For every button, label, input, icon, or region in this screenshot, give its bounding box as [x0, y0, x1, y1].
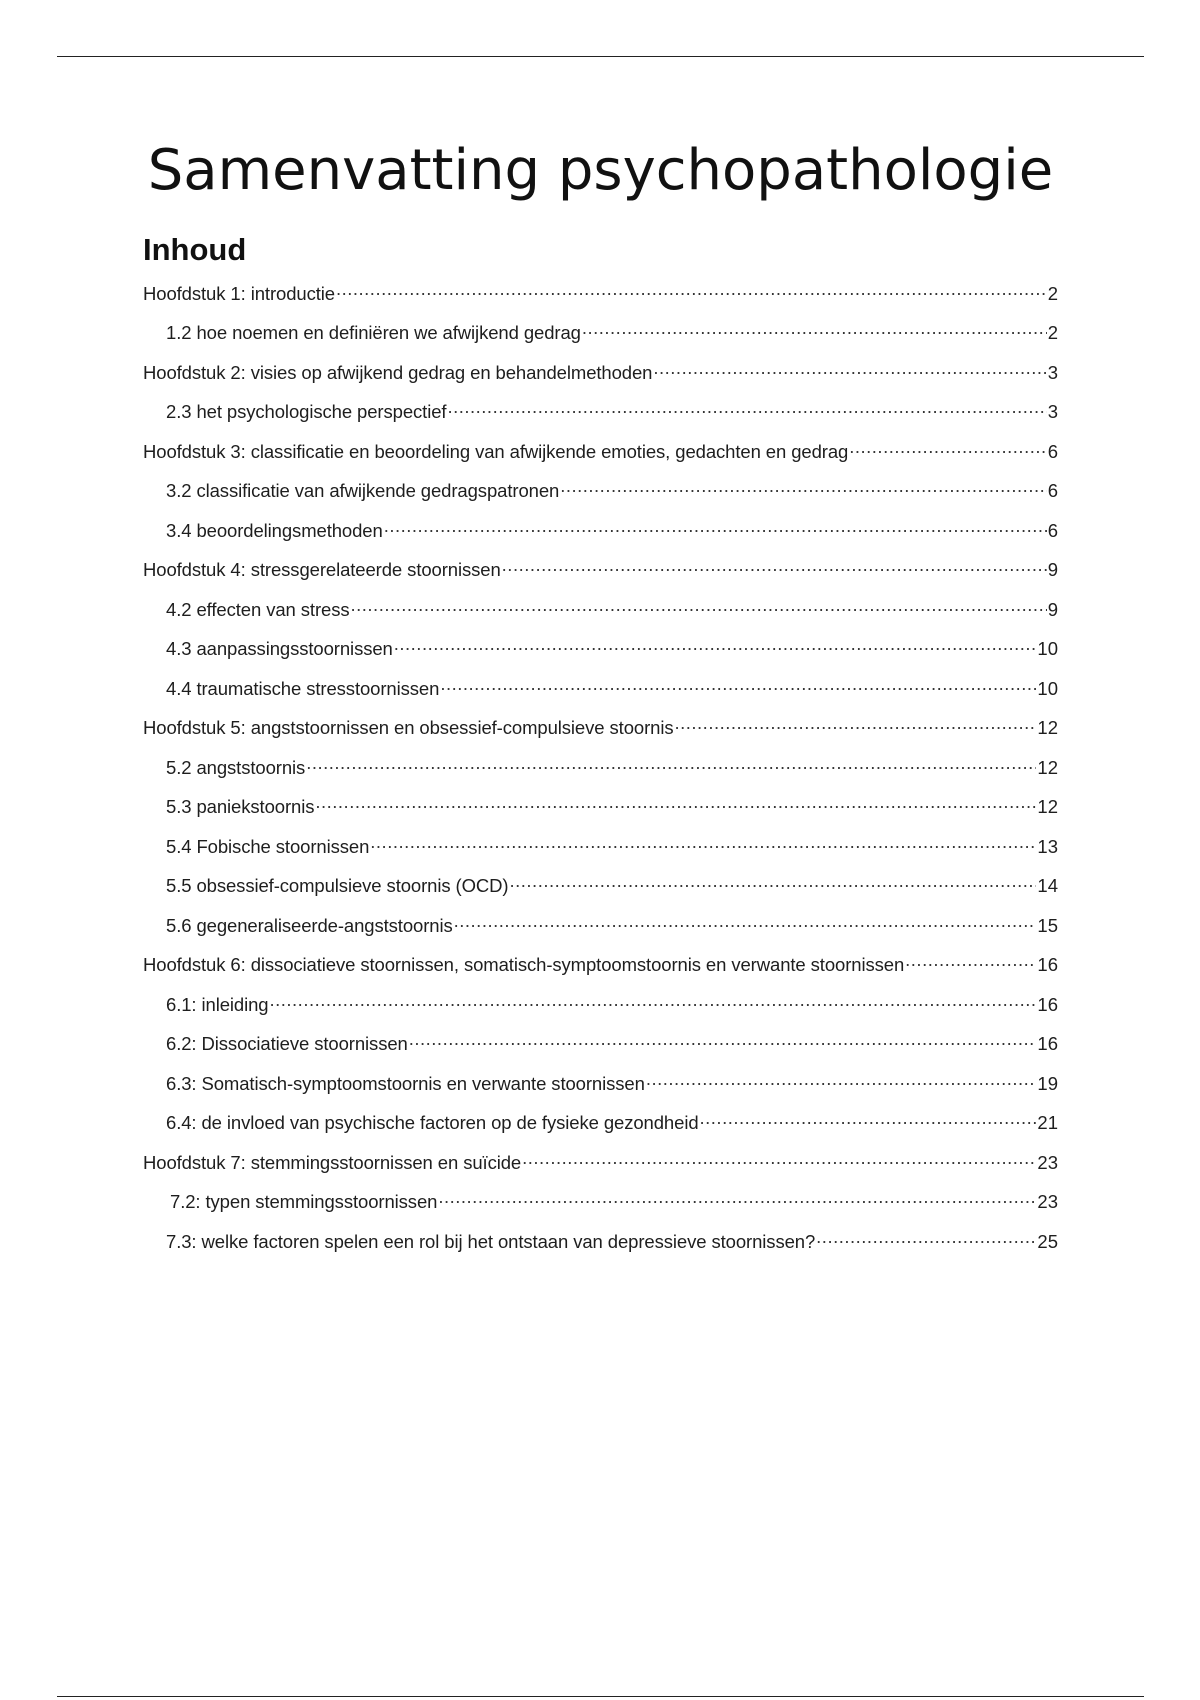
toc-page-number: 12 [1037, 756, 1058, 778]
toc-dot-leader [700, 1111, 1037, 1130]
toc-chapter-entry[interactable] [143, 360, 1058, 400]
toc-dot-leader [816, 1229, 1036, 1248]
toc-section-entry[interactable] [143, 1071, 1058, 1111]
toc-section-entry[interactable] [143, 992, 1058, 1032]
toc-entry-title: 6.1: inleiding [166, 993, 269, 1015]
toc-dot-leader [438, 1190, 1036, 1209]
toc-section-entry[interactable] [143, 1111, 1058, 1151]
toc-page-number: 25 [1037, 1230, 1058, 1252]
toc-section-entry[interactable] [143, 913, 1058, 953]
toc-entry-title: 4.2 effecten van stress [166, 598, 350, 620]
toc-dot-leader [315, 795, 1036, 814]
toc-dot-leader [269, 992, 1036, 1011]
toc-dot-leader [646, 1071, 1037, 1090]
toc-entry-title: 7.2: typen stemmingsstoornissen [170, 1191, 438, 1212]
toc-section-entry[interactable] [143, 321, 1058, 361]
toc-entry-title: 5.2 angststoornis [166, 756, 306, 778]
toc-section-entry[interactable] [143, 676, 1058, 716]
toc-dot-leader [582, 321, 1047, 340]
toc-page-number: 3 [1047, 361, 1058, 383]
toc-section-entry[interactable] [143, 400, 1058, 440]
toc-section-entry[interactable] [143, 795, 1058, 835]
toc-entry-title: 6.4: de invloed van psychische factoren op de fysieke gezondheid [166, 1112, 699, 1133]
toc-page-number: 6 [1047, 519, 1058, 541]
toc-dot-leader [653, 360, 1046, 379]
toc-entry-title: 4.4 traumatische stresstoornissen [166, 677, 440, 699]
toc-dot-leader [336, 281, 1047, 300]
toc-page-number: 10 [1037, 638, 1058, 659]
toc-entry-title: Hoofdstuk 1: introductie [143, 282, 335, 304]
toc-entry-title: 1.2 hoe noemen en definiëren we afwijkend gedrag [166, 322, 581, 343]
toc-dot-leader [674, 716, 1036, 735]
toc-page-number: 6 [1047, 440, 1058, 462]
toc-chapter-entry[interactable] [143, 558, 1058, 598]
toc-entry-title: 2.3 het psychologische perspectief [166, 401, 447, 422]
toc-page-number: 16 [1037, 1033, 1058, 1054]
toc-entry-title: Hoofdstuk 6: dissociatieve stoornissen, somatisch-symptoomstoornis en verwante stoornissen [143, 954, 905, 975]
toc-dot-leader [510, 874, 1037, 893]
toc-heading: Inhoud [143, 232, 247, 267]
toc-page-number: 9 [1047, 559, 1058, 580]
toc-entry-title: 6.3: Somatisch-symptoomstoornis en verwante stoornissen [166, 1072, 645, 1094]
toc-entry-title: Hoofdstuk 7: stemmingsstoornissen en suïcide [143, 1151, 522, 1173]
toc-section-entry[interactable] [143, 874, 1058, 914]
toc-section-entry[interactable] [143, 1229, 1058, 1269]
toc-page-number: 10 [1037, 677, 1058, 699]
toc-entry-title: 6.2: Dissociatieve stoornissen [166, 1033, 408, 1054]
toc-dot-leader [454, 913, 1037, 932]
toc-page-number: 23 [1037, 1151, 1058, 1173]
toc-entry-title: Hoofdstuk 5: angststoornissen en obsessief-compulsieve stoornis [143, 717, 674, 738]
toc-section-entry[interactable] [143, 518, 1058, 558]
footer-rule [57, 1696, 1144, 1697]
toc-entry-title: 5.3 paniekstoornis [166, 796, 315, 817]
toc-entry-title: Hoofdstuk 3: classificatie en beoordeling van afwijkende emoties, gedachten en gedrag [143, 440, 849, 462]
toc-section-entry[interactable] [143, 597, 1058, 637]
toc-section-entry[interactable] [143, 1032, 1058, 1072]
document-title: Samenvatting psychopathologie [147, 138, 1054, 203]
toc-section-entry[interactable] [143, 1190, 1058, 1230]
toc-dot-leader [306, 755, 1036, 774]
toc-dot-leader [440, 676, 1036, 695]
toc-dot-leader [560, 479, 1047, 498]
toc-entry-title: Hoofdstuk 2: visies op afwijkend gedrag en behandelmethoden [143, 361, 653, 383]
toc-entry-title: 3.2 classificatie van afwijkende gedragspatronen [166, 480, 560, 501]
toc-page-number: 12 [1037, 717, 1058, 738]
toc-entry-title: 4.3 aanpassingsstoornissen [166, 638, 393, 659]
toc-page-number: 6 [1047, 480, 1058, 501]
toc-page-number: 21 [1037, 1112, 1058, 1133]
toc-page-number: 3 [1047, 401, 1058, 422]
toc-dot-leader [370, 834, 1036, 853]
toc-page-number: 2 [1047, 322, 1058, 343]
toc-chapter-entry[interactable] [143, 716, 1058, 756]
toc-chapter-entry[interactable] [143, 1150, 1058, 1190]
toc-entry-title: 5.6 gegeneraliseerde-angststoornis [166, 914, 453, 936]
toc-dot-leader [409, 1032, 1037, 1051]
table-of-contents [143, 281, 1058, 1269]
header-rule [57, 56, 1144, 57]
toc-page-number: 12 [1037, 796, 1058, 817]
toc-chapter-entry[interactable] [143, 439, 1058, 479]
toc-entry-title: 7.3: welke factoren spelen een rol bij het ontstaan van depressieve stoornissen? [166, 1230, 816, 1252]
toc-page-number: 19 [1037, 1072, 1058, 1094]
toc-page-number: 9 [1047, 598, 1058, 620]
toc-entry-title: 3.4 beoordelingsmethoden [166, 519, 383, 541]
toc-entry-title: 5.4 Fobische stoornissen [166, 835, 370, 857]
toc-page-number: 16 [1037, 993, 1058, 1015]
toc-dot-leader [905, 953, 1036, 972]
toc-page-number: 14 [1037, 875, 1058, 896]
toc-entry-title: Hoofdstuk 4: stressgerelateerde stoornissen [143, 559, 501, 580]
toc-dot-leader [394, 637, 1037, 656]
toc-chapter-entry[interactable] [143, 281, 1058, 321]
toc-page-number: 2 [1047, 282, 1058, 304]
toc-section-entry[interactable] [143, 479, 1058, 519]
toc-section-entry[interactable] [143, 637, 1058, 677]
toc-dot-leader [447, 400, 1046, 419]
toc-dot-leader [351, 597, 1047, 616]
toc-dot-leader [384, 518, 1047, 537]
toc-section-entry[interactable] [143, 834, 1058, 874]
toc-section-entry[interactable] [143, 755, 1058, 795]
toc-page-number: 16 [1037, 954, 1058, 975]
toc-page-number: 13 [1037, 835, 1058, 857]
toc-dot-leader [502, 558, 1047, 577]
toc-dot-leader [522, 1150, 1036, 1169]
toc-page-number: 23 [1037, 1191, 1058, 1212]
toc-dot-leader [849, 439, 1046, 458]
toc-chapter-entry[interactable] [143, 953, 1058, 993]
toc-entry-title: 5.5 obsessief-compulsieve stoornis (OCD) [166, 875, 509, 896]
toc-page-number: 15 [1037, 914, 1058, 936]
